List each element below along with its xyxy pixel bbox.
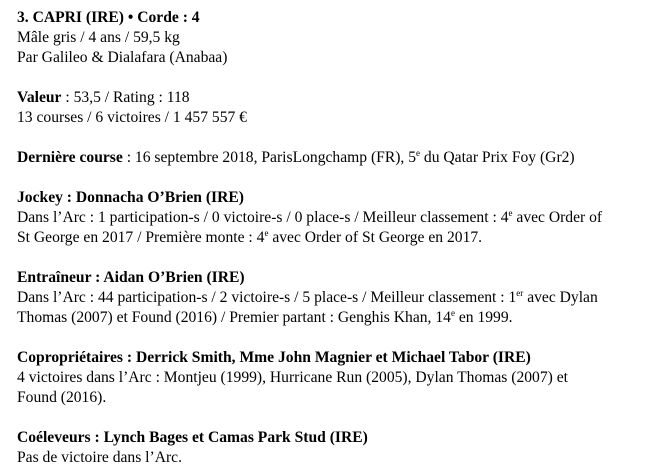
value-label: Valeur [17,89,62,106]
last-race-line [17,148,642,168]
trainer-line-2-a: Thomas (2007) et Found (2016) / Premier partant : Genghis Khan, 14 [17,309,451,326]
horse-title: 3. CAPRI (IRE) • Corde : 4 [17,9,200,26]
last-race-block [17,148,642,168]
trainer-line-1 [17,288,642,308]
jockey-line-1-sup: e [508,208,513,218]
owners-line-2: Found (2016). [17,389,107,406]
jockey-line-2-b: avec Order of St George en 2017. [268,229,483,246]
trainer-heading: Entraîneur : Aidan O’Brien (IRE) [17,269,245,286]
trainer-line-1-b: avec Dylan [523,289,598,306]
value-text: : 53,5 / Rating : 118 [61,89,190,106]
trainer-line-2-b: en 1999. [454,309,513,326]
breeders-heading: Coéleveurs : Lynch Bages et Camas Park Stud (IRE) [17,429,368,446]
last-race-label: Dernière course [17,149,123,166]
breeders-block [17,428,642,468]
horse-block [17,8,642,68]
jockey-line-1-b: avec Order of [512,209,603,226]
breeders-line-1: Pas de victoire dans l’Arc. [17,449,182,466]
trainer-block [17,268,642,328]
jockey-line-2-sup: e [264,228,269,238]
jockey-heading: Jockey : Donnacha O’Brien (IRE) [17,189,244,206]
trainer-line-1-a: Dans l’Arc : 44 participation-s / 2 victoire-s / 5 place-s / Meilleur classement : 1 [17,289,517,306]
owners-heading: Copropriétaires : Derrick Smith, Mme John Magnier et Michael Tabor (IRE) [17,349,531,366]
last-race-sup: e [416,148,421,158]
trainer-line-2-sup: e [450,308,455,318]
jockey-line-2-a: St George en 2017 / Première monte : 4 [17,229,265,246]
owners-line-1: 4 victoires dans l’Arc : Montjeu (1999), Hurricane Run (2005), Dylan Thomas (2007) et [17,369,568,386]
trainer-line-2 [17,308,642,328]
horse-details: Mâle gris / 4 ans / 59,5 kg [17,29,180,46]
owners-block [17,348,642,408]
trainer-line-1-sup: er [516,288,524,298]
horse-pedigree: Par Galileo & Dialafara (Anabaa) [17,49,228,66]
jockey-line-1 [17,208,642,228]
career-record: 13 courses / 6 victoires / 1 457 557 € [17,109,247,126]
value-block [17,88,642,128]
jockey-block [17,188,642,248]
last-race-text-a: : 16 septembre 2018, ParisLongchamp (FR), 5 [122,149,417,166]
value-line [17,88,642,108]
jockey-line-2 [17,228,642,248]
jockey-line-1-a: Dans l’Arc : 1 participation-s / 0 victoire-s / 0 place-s / Meilleur classement : 4 [17,209,509,226]
last-race-text-b: du Qatar Prix Foy (Gr2) [420,149,575,166]
